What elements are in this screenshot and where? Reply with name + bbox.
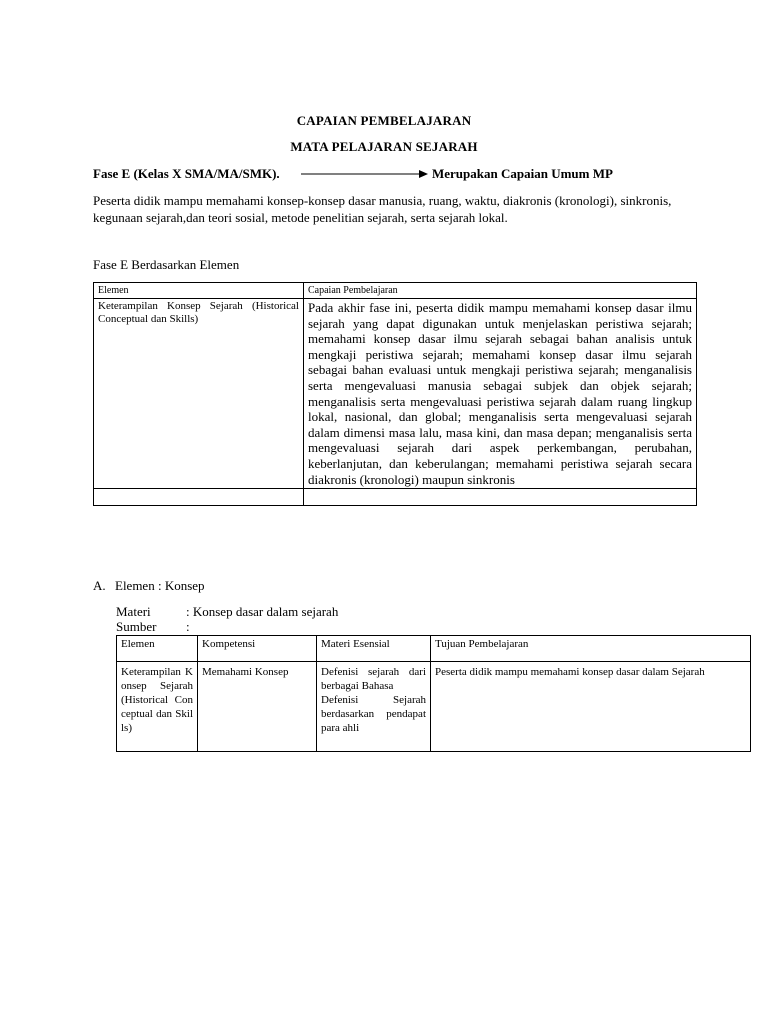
elemen-cell: Keterampilan Konsep Sejarah (Historical Conceptual dan Skills) bbox=[94, 299, 304, 489]
header-kompetensi: Kompetensi bbox=[198, 636, 317, 662]
empty-row bbox=[94, 489, 697, 506]
sumber-line bbox=[116, 619, 190, 635]
tujuan-cell: Peserta didik mampu memahami konsep dasar dalam Sejarah bbox=[431, 662, 751, 752]
materi-item: Defenisi sejarah dari berbagai Bahasa bbox=[321, 666, 426, 692]
materi-table bbox=[116, 635, 751, 752]
header-capaian: Capaian Pembelajaran bbox=[304, 283, 697, 299]
materi-value: : Konsep dasar dalam sejarah bbox=[186, 604, 339, 619]
section-title: Elemen : Konsep bbox=[115, 578, 205, 593]
header-tujuan: Tujuan Pembelajaran bbox=[431, 636, 751, 662]
materi-label: Materi bbox=[116, 604, 151, 619]
arrow-right-icon bbox=[301, 168, 429, 180]
table-header-row bbox=[94, 283, 697, 299]
table-header-row bbox=[117, 636, 751, 662]
sumber-label: Sumber bbox=[116, 619, 157, 634]
fase-elemen-label: Fase E Berdasarkan Elemen bbox=[93, 257, 240, 272]
doc-subject: MATA PELAJARAN SEJARAH bbox=[290, 139, 478, 154]
capaian-table bbox=[93, 282, 697, 506]
section-number: A. bbox=[93, 578, 106, 593]
empty-cell bbox=[94, 489, 304, 506]
elemen-cell: Keterampilan Konsep Sejarah (Historical Conceptual dan Skills) bbox=[117, 662, 198, 752]
fase-label: Fase E (Kelas X SMA/MA/SMK). bbox=[93, 166, 280, 181]
doc-title: CAPAIAN PEMBELAJARAN bbox=[296, 113, 472, 128]
fase-line bbox=[93, 166, 703, 184]
kompetensi-cell: Memahami Konsep bbox=[198, 662, 317, 752]
materi-item: Defenisi Sejarah berdasarkan pendapat para ahli bbox=[321, 694, 426, 734]
section-heading bbox=[93, 578, 205, 594]
materi-line bbox=[116, 604, 516, 620]
table-row bbox=[117, 662, 751, 752]
intro-paragraph: Peserta didik mampu memahami konsep-konsep dasar manusia, ruang, waktu, diakronis (kronologi), sinkronis, kegunaan sejarah,dan teori sosial, metode penelitian sejarah, serta sejarah lokal. bbox=[93, 193, 672, 225]
capaian-cell: Pada akhir fase ini, peserta didik mampu memahami konsep dasar ilmu sejarah yang dapat digunakan untuk menjelaskan peristiwa sejarah; memahami konsep dasar ilmu sejarah sebagai bahan analisis untuk mengkaji peristiwa sejarah; memahami konsep dasar ilmu sejarah sebagai bahan evaluasi untuk mengkaji peristiwa sejarah; menganalisis serta mengevaluasi manusia sebagai subjek dan objek sejarah; menganalisis serta mengevaluasi peristiwa sejarah dalam ruang lingkup lokal, nasional, dan global; menganalisis serta mengevaluasi sejarah dalam dimensi masa lalu, masa kini, dan masa depan; menganalisis serta mengevaluasi sejarah dari aspek perkembangan, perubahan, keberlanjutan, dan keberulangan; memahami peristiwa sejarah secara diakronis (kronologi) maupun sinkronis bbox=[304, 299, 697, 489]
sumber-value: : bbox=[186, 619, 190, 634]
materi-esensial-cell bbox=[317, 662, 431, 752]
table-row bbox=[94, 299, 697, 489]
header-elemen: Elemen bbox=[117, 636, 198, 662]
header-materi-esensial: Materi Esensial bbox=[317, 636, 431, 662]
capaian-umum-label: Merupakan Capaian Umum MP bbox=[432, 166, 613, 181]
header-elemen: Elemen bbox=[94, 283, 304, 299]
empty-cell bbox=[304, 489, 697, 506]
